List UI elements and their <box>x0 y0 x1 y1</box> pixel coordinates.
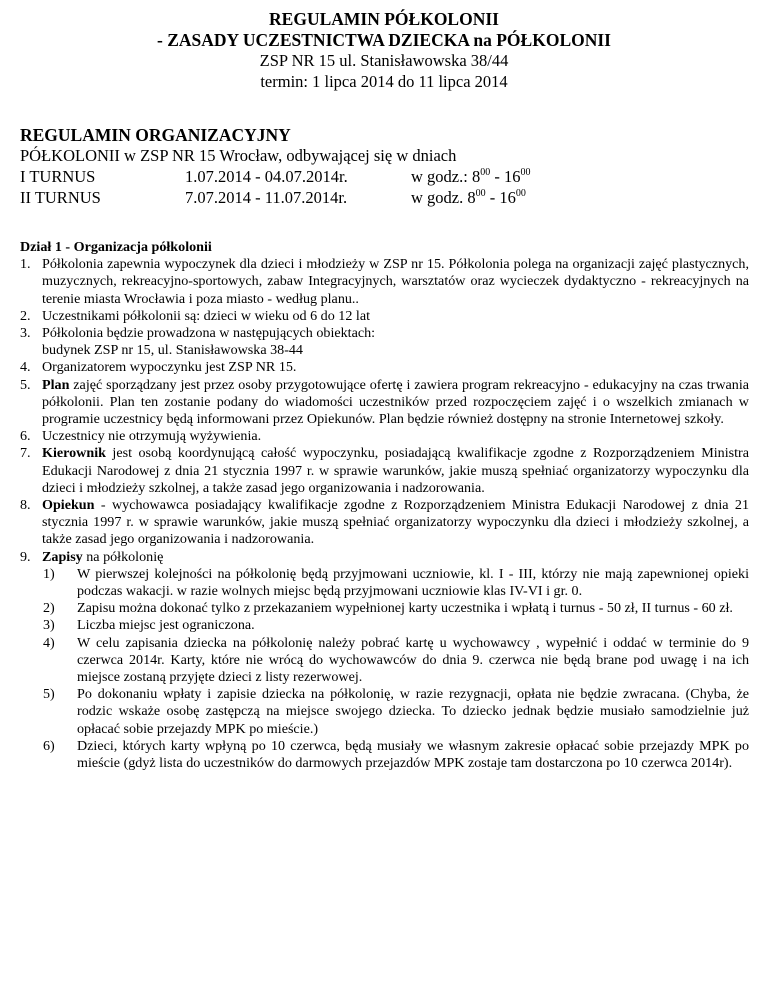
item-3-address: budynek ZSP nr 15, ul. Stanisławowska 38-44 <box>42 342 303 359</box>
turn-2-dates: 7.07.2014 - 11.07.2014r. <box>185 188 348 207</box>
org-intro: PÓŁKOLONII w ZSP NR 15 Wrocław, odbywającej się w dniach <box>20 146 457 165</box>
list-item: 2. Uczestnikami półkolonii są: dzieci w wieku od 6 do 12 lat <box>20 307 371 324</box>
list-item: 8. Opiekun - wychowawca posiadający kwalifikacje zgodne z Rozporządzeniem Ministra Edukacji Narodowej z dnia 21 stycznia 1997 r. w sprawie warunków, jakie muszą spełniać organizatorzy wypoczynku dla dzieci i młodzieży szkolnej, a także zasad jego organizowania i nadzorowania. <box>20 497 749 548</box>
regulations-body <box>20 239 749 772</box>
list-item: 3. Półkolonia będzie prowadzona w następujących obiektach: budynek ZSP nr 15, ul. Stanisławowska 38-44 <box>20 325 376 359</box>
document-title: REGULAMIN PÓŁKOLONII <box>269 9 499 29</box>
turn-1-dates: 1.07.2014 - 04.07.2014r. <box>185 167 348 186</box>
turn-1-name: I TURNUS <box>20 167 96 186</box>
list-item: 4. Organizatorem wypoczynku jest ZSP NR 15. <box>20 359 297 376</box>
sub-list-item: 6) Dzieci, których karty wpłyną po 10 czerwca, będą musiały we własnym zakresie opłacać sobie przejazdy MPK po mieście (gdyż lista do uczestników do darmowych przejazdów MPK zostaje tam dostarczona po 10 czerwca 2014r). <box>43 737 749 772</box>
list-item: 5. Plan zajęć sporządzany jest przez osoby przygotowujące ofertę i zawiera program rekreacyjno - edukacyjny na czas trwania półkolonii. Plan ten zostanie podany do wiadomości uczestników przed rozpoczęciem zajęć i o wszelkich zmianach w programie uczestnicy będą informowani przez Opiekunów. Plan będzie również dostępny na stronie Internetowej szkoły. <box>20 376 749 428</box>
term-dates: termin: 1 lipca 2014 do 11 lipca 2014 <box>260 72 508 91</box>
section-title: Dział 1 - Organizacja półkolonii <box>20 239 212 255</box>
list-item: 1. Półkolonia zapewnia wypoczynek dla dzieci i młodzieży w ZSP nr 15. Półkolonia polega na organizacji zajęć plastycznych, muzycznych, rekreacyjno-sportowych, zabaw Integracyjnych, warsztatów oraz wycieczek dydaktyczno - rekreacyjnych na terenie miasta Wrocławia i poza miasto - według planu.. <box>20 256 749 307</box>
turn-1-hours: w godz.: $8^{00} - 16^{00}$ <box>411 167 531 186</box>
sub-list-item: 1) W pierwszej kolejności na półkolonię będą przyjmowani uczniowie, kl. I - III, którzy nie mają zapewnionej opieki podczas wakacji. w razie wolnych miejsc będą przyjmowani uczniowie klas IV-VI i gr. 0. <box>43 565 749 600</box>
sub-list-item: 3) Liczba miejsc jest ograniczona. <box>43 617 255 634</box>
sub-list-item: 2) Zapisu można dokonać tylko z przekazaniem wypełnionej karty uczestnika i wpłatą i turnus - 50 zł, II turnus - 60 zł. <box>43 600 733 617</box>
list-item: 7. Kierownik jest osobą koordynującą całość wypoczynku, posiadającą kwalifikacje zgodne z Rozporządzeniem Ministra Edukacji Narodowej z dnia 21 stycznia 1997 r. w sprawie warunków, jakie muszą spełniać organizatorzy wypoczynku dla dzieci i młodzieży szkolnej, a także zasad jego organizowania i nadzorowania. <box>20 445 749 496</box>
list-item: 9. Zapisy na półkolonię <box>20 548 164 565</box>
document-subtitle: - ZASADY UCZESTNICTWA DZIECKA na PÓŁKOLONII <box>157 30 611 50</box>
turn-2-name: II TURNUS <box>20 188 101 207</box>
sub-list-item: 5) Po dokonaniu wpłaty i zapisie dziecka na półkolonię, w razie rezygnacji, opłata nie będzie zwracana. (Chyba, że rodzic wskaże osobę zastępczą na miejsce swojego dziecka. To dziecko jednak będzie musiało samodzielnie już opłacać sobie przejazdy MPK po mieście.) <box>43 686 749 737</box>
sub-list-item: 4) W celu zapisania dziecka na półkolonię należy pobrać kartę u wychowawcy , wypełnić i oddać w terminie do 9 czerwca 2014r. Karty, które nie wrócą do wychowawców do dnia 9. czerwca nie będą brane pod uwagę i na ich miejsce zostaną przyjęte dzieci z listy rezerwowej. <box>43 634 749 686</box>
turn-2-hours: w godz. $8^{00} - 16^{00}$ <box>411 188 526 207</box>
list-item: 6. Uczestnicy nie otrzymują wyżywienia. <box>20 428 262 445</box>
org-heading: REGULAMIN ORGANIZACYJNY <box>20 125 291 145</box>
school-address: ZSP NR 15 ul. Stanisławowska 38/44 <box>259 51 509 70</box>
